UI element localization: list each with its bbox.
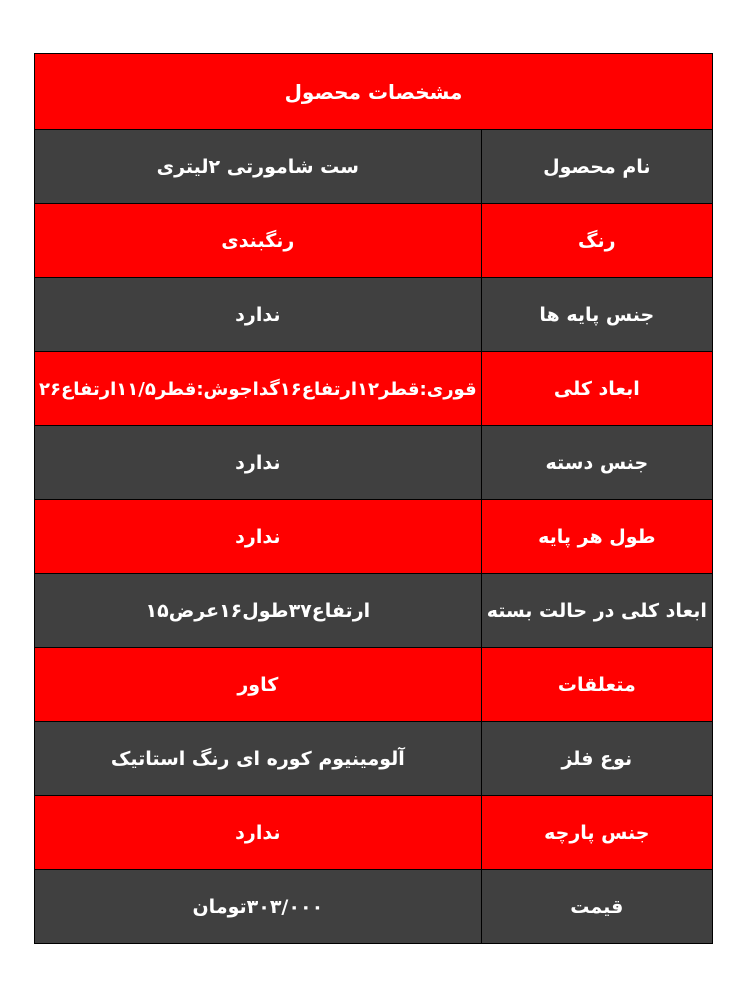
spec-row-fabric-material: [35, 796, 713, 870]
spec-label: نام محصول: [481, 130, 712, 204]
spec-row-dimensions: [35, 352, 713, 426]
spec-value: ندارد: [35, 796, 482, 870]
spec-value: ندارد: [35, 500, 482, 574]
spec-label: قیمت: [481, 870, 712, 944]
spec-label: جنس دسته: [481, 426, 712, 500]
spec-label: ابعاد کلی در حالت بسته: [481, 574, 712, 648]
spec-row-price: [35, 870, 713, 944]
spec-label: جنس پارچه: [481, 796, 712, 870]
spec-value: ۳۰۳/۰۰۰تومان: [35, 870, 482, 944]
spec-label: جنس پایه ها: [481, 278, 712, 352]
spec-label: طول هر پایه: [481, 500, 712, 574]
spec-value: ندارد: [35, 278, 482, 352]
spec-label: ابعاد کلی: [481, 352, 712, 426]
spec-row-product-name: [35, 130, 713, 204]
spec-value: کاور: [35, 648, 482, 722]
table-title: مشخصات محصول: [35, 54, 713, 130]
spec-value: آلومینیوم کوره ای رنگ استاتیک: [35, 722, 482, 796]
spec-label: نوع فلز: [481, 722, 712, 796]
spec-row-metal-type: [35, 722, 713, 796]
spec-value: ست شامورتی ۲لیتری: [35, 130, 482, 204]
spec-label: متعلقات: [481, 648, 712, 722]
spec-value: ندارد: [35, 426, 482, 500]
product-spec-table: [34, 53, 713, 944]
spec-row-handle-material: [35, 426, 713, 500]
spec-value: قوری:قطر۱۲ارتفاع۱۶گداجوش:قطر۱۱/۵ارتفاع۲۶: [35, 352, 482, 426]
table-header-row: [35, 54, 713, 130]
spec-row-color: [35, 204, 713, 278]
spec-label: رنگ: [481, 204, 712, 278]
spec-row-leg-length: [35, 500, 713, 574]
spec-value: رنگبندی: [35, 204, 482, 278]
spec-row-folded-dimensions: [35, 574, 713, 648]
spec-row-accessories: [35, 648, 713, 722]
spec-row-leg-material: [35, 278, 713, 352]
spec-value: ارتفاع۳۷طول۱۶عرض۱۵: [35, 574, 482, 648]
